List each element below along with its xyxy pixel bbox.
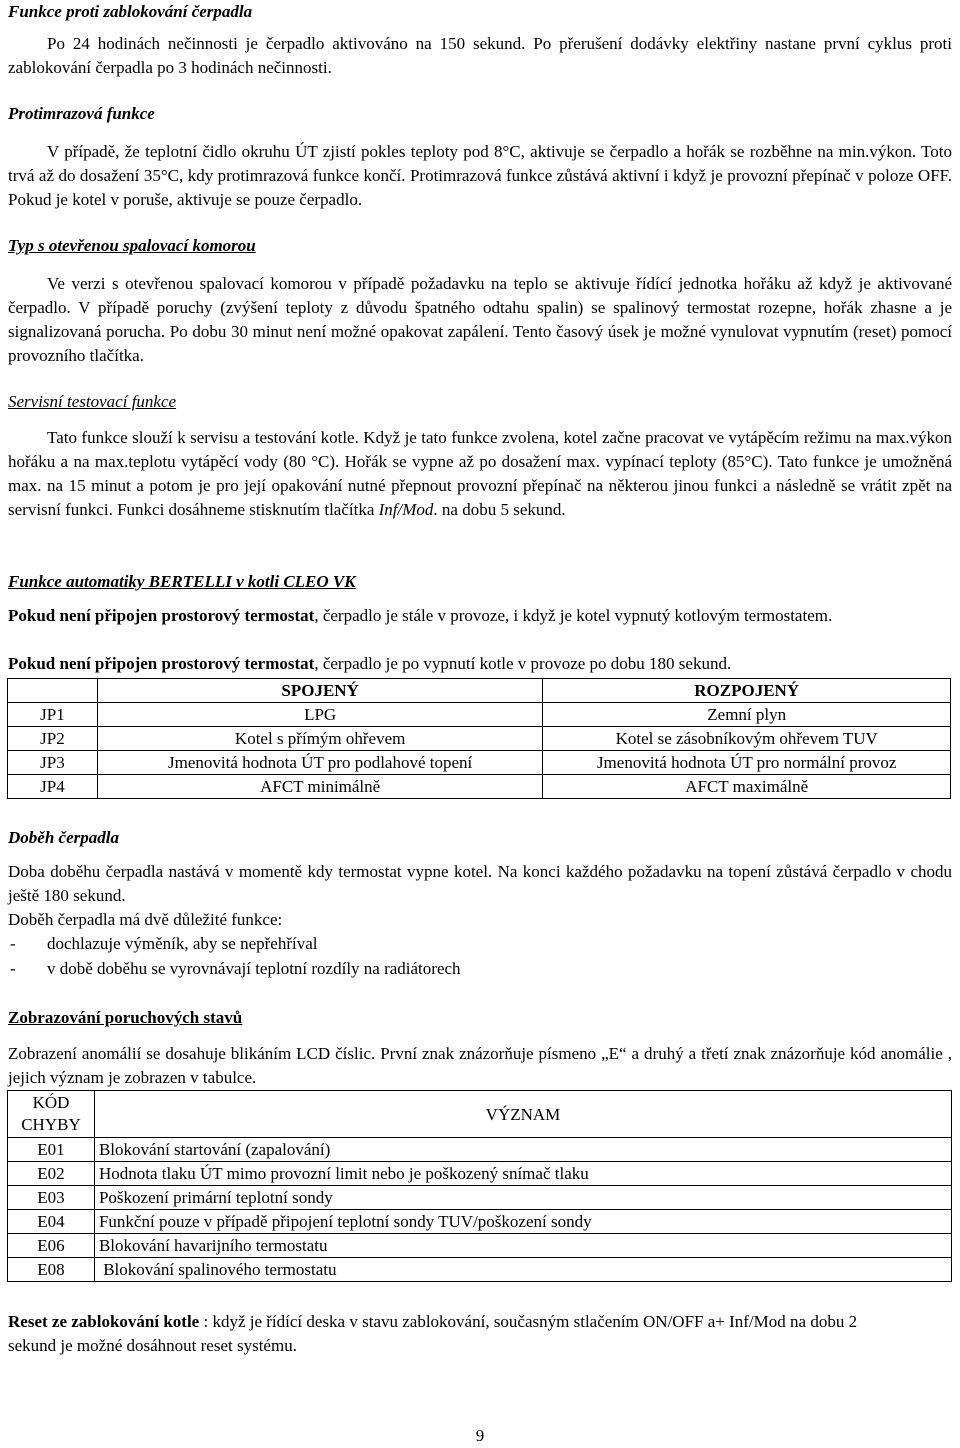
paragraph-fault-display: Zobrazení anomálií se dosahuje blikáním LCD číslic. První znak znázorňuje písmeno „E“ a druhý a třetí znak znázorňuje kód anomálie , jejich význam je zobrazen v tabulce.: [8, 1044, 952, 1087]
heading-anti-block: Funkce proti zablokování čerpadla: [8, 2, 253, 21]
list-dash: -: [10, 934, 16, 953]
page-number: 9: [475, 1426, 485, 1445]
error-code: E04: [8, 1210, 95, 1234]
jumper-connected-value: AFCT minimálně: [97, 775, 542, 799]
list-item-text: dochlazuje výměník, aby se nepřehříval: [47, 934, 318, 953]
jumper-connected-value: LPG: [97, 703, 542, 727]
service-text-before: Tato funkce slouží k servisu a testování kotle. Když je tato funkce zvolena, kotel začne pracovat ve vytápěcím režimu na max.výkon hořáku a na max.teplotu vytápěcí vody (80 °C). Hořák se vypne až po dosažení max. vypínací teploty (85°C). Tato funkce je umožněná max. na 15 minut a potom je pro její opakování nutné přepnout provozní přepínač na některou jinou funkci a následně se vrátit zpět na servisní funkci. Funkci dosáhneme stisknutím tlačítka: [8, 428, 952, 519]
error-code-table: [7, 1090, 952, 1282]
list-item: [8, 932, 952, 956]
error-meaning: Poškození primární teplotní sondy: [94, 1186, 951, 1210]
jumper-disconnected-value: Jmenovitá hodnota ÚT pro normální provoz: [543, 751, 951, 775]
table-row: [8, 1258, 952, 1282]
inf-mod-button-label: Inf/Mod: [378, 500, 434, 519]
paragraph-no-thermostat-2: [8, 652, 952, 676]
error-header-meaning: VÝZNAM: [94, 1091, 951, 1138]
paragraph-no-thermostat-1: [8, 604, 952, 628]
error-code: E03: [8, 1186, 95, 1210]
error-code: E01: [8, 1138, 95, 1162]
jumper-id: JP4: [8, 775, 98, 799]
no-thermostat-bold-2: Pokud není připojen prostorový termostat: [8, 654, 315, 673]
jumper-disconnected-value: Kotel se zásobníkovým ohřevem TUV: [543, 727, 951, 751]
table-row: [8, 703, 951, 727]
jumper-id: JP2: [8, 727, 98, 751]
error-meaning: Hodnota tlaku ÚT mimo provozní limit nebo je poškozený snímač tlaku: [94, 1162, 951, 1186]
jumper-header-connected: SPOJENÝ: [97, 679, 542, 703]
heading-open-chamber: Typ s otevřenou spalovací komorou: [8, 236, 256, 255]
table-row: [8, 1162, 952, 1186]
table-row: [8, 775, 951, 799]
error-meaning: Funkční pouze v případě připojení teplotní sondy TUV/poškození sondy: [94, 1210, 951, 1234]
error-meaning: Blokování spalinového termostatu: [94, 1258, 951, 1282]
table-row: [8, 1234, 952, 1258]
service-text-after: . na dobu 5 sekund.: [433, 500, 566, 519]
jumper-header-empty: [8, 679, 98, 703]
no-thermostat-bold-1: Pokud není připojen prostorový termostat: [8, 606, 315, 625]
no-thermostat-rest-1: , čerpadlo je stále v provoze, i když je kotel vypnutý kotlovým termostatem.: [314, 606, 833, 625]
error-header-code: [8, 1091, 95, 1138]
paragraph-pump-overrun-functions: Doběh čerpadla má dvě důležité funkce:: [8, 910, 283, 929]
heading-frost-protection: Protimrazová funkce: [8, 104, 155, 123]
jumper-table-header: [8, 679, 951, 703]
table-row: [8, 1186, 952, 1210]
list-dash: -: [10, 959, 16, 978]
heading-bertelli: Funkce automatiky BERTELLI v kotli CLEO VK: [8, 572, 356, 591]
table-row: [8, 751, 951, 775]
reset-rest: : když je řídící deska v stavu zablokování, současným stlačením ON/OFF a+ Inf/Mod na dobu 2 sekund je možné dosáhnout reset systému.: [8, 1312, 858, 1355]
paragraph-reset: [8, 1310, 908, 1358]
jumper-id: JP3: [8, 751, 98, 775]
error-code: E08: [8, 1258, 95, 1282]
jumper-connected-value: Kotel s přímým ohřevem: [97, 727, 542, 751]
error-table-header: [8, 1091, 952, 1138]
paragraph-anti-block: Po 24 hodinách nečinnosti je čerpadlo aktivováno na 150 sekund. Po přerušení dodávky elektřiny nastane první cyklus proti zablokování čerpadla po 3 hodinách nečinnosti.: [8, 34, 952, 77]
table-row: [8, 1210, 952, 1234]
table-row: [8, 727, 951, 751]
table-row: [8, 1138, 952, 1162]
paragraph-open-chamber: Ve verzi s otevřenou spalovací komorou v případě požadavku na teplo se aktivuje řídící jednotka hořáku až když je aktivované čerpadlo. V případě poruchy (zvýšení teploty z důvodu špatného odtahu spalin) se spalinový termostat rozepne, hořák zhasne a je signalizovaná porucha. Po dobu 30 minut není možné opakovat zapálení. Tento časový úsek je možné vynulovat vypnutím (reset) pomocí provozního tlačítka.: [8, 274, 952, 365]
heading-service-test: Servisní testovací funkce: [8, 392, 177, 411]
list-item-text: v době doběhu se vyrovnávají teplotní rozdíly na radiátorech: [47, 959, 461, 978]
jumper-disconnected-value: Zemní plyn: [543, 703, 951, 727]
list-item: [8, 957, 952, 981]
error-code: E06: [8, 1234, 95, 1258]
paragraph-service-test: [8, 426, 952, 522]
jumper-id: JP1: [8, 703, 98, 727]
jumper-connected-value: Jmenovitá hodnota ÚT pro podlahové topení: [97, 751, 542, 775]
jumper-header-disconnected: ROZPOJENÝ: [543, 679, 951, 703]
error-meaning: Blokování startování (zapalování): [94, 1138, 951, 1162]
reset-bold: Reset ze zablokování kotle: [8, 1312, 200, 1331]
no-thermostat-rest-2: , čerpadlo je po vypnutí kotle v provoze po dobu 180 sekund.: [314, 654, 732, 673]
error-meaning: Blokování havarijního termostatu: [94, 1234, 951, 1258]
jumper-table: [7, 678, 951, 799]
error-header-code-line1: KÓD: [32, 1093, 70, 1112]
error-header-code-line2: CHYBY: [21, 1115, 81, 1134]
jumper-disconnected-value: AFCT maximálně: [543, 775, 951, 799]
heading-fault-display: Zobrazování poruchových stavů: [8, 1008, 243, 1027]
heading-pump-overrun: Doběh čerpadla: [8, 828, 119, 847]
paragraph-pump-overrun: Doba doběhu čerpadla nastává v momentě kdy termostat vypne kotel. Na konci každého požadavku na topení zůstává čerpadlo v chodu ještě 180 sekund.: [8, 862, 952, 905]
error-code: E02: [8, 1162, 95, 1186]
paragraph-frost-protection: V případě, že teplotní čidlo okruhu ÚT zjistí pokles teploty pod 8°C, aktivuje se čerpadlo a hořák se rozběhne na min.výkon. Toto trvá až do dosažení 35°C, kdy protimrazová funkce končí. Protimrazová funkce zůstává aktivní i když je provozní přepínač v poloze OFF. Pokud je kotel v poruše, aktivuje se pouze čerpadlo.: [8, 142, 952, 209]
